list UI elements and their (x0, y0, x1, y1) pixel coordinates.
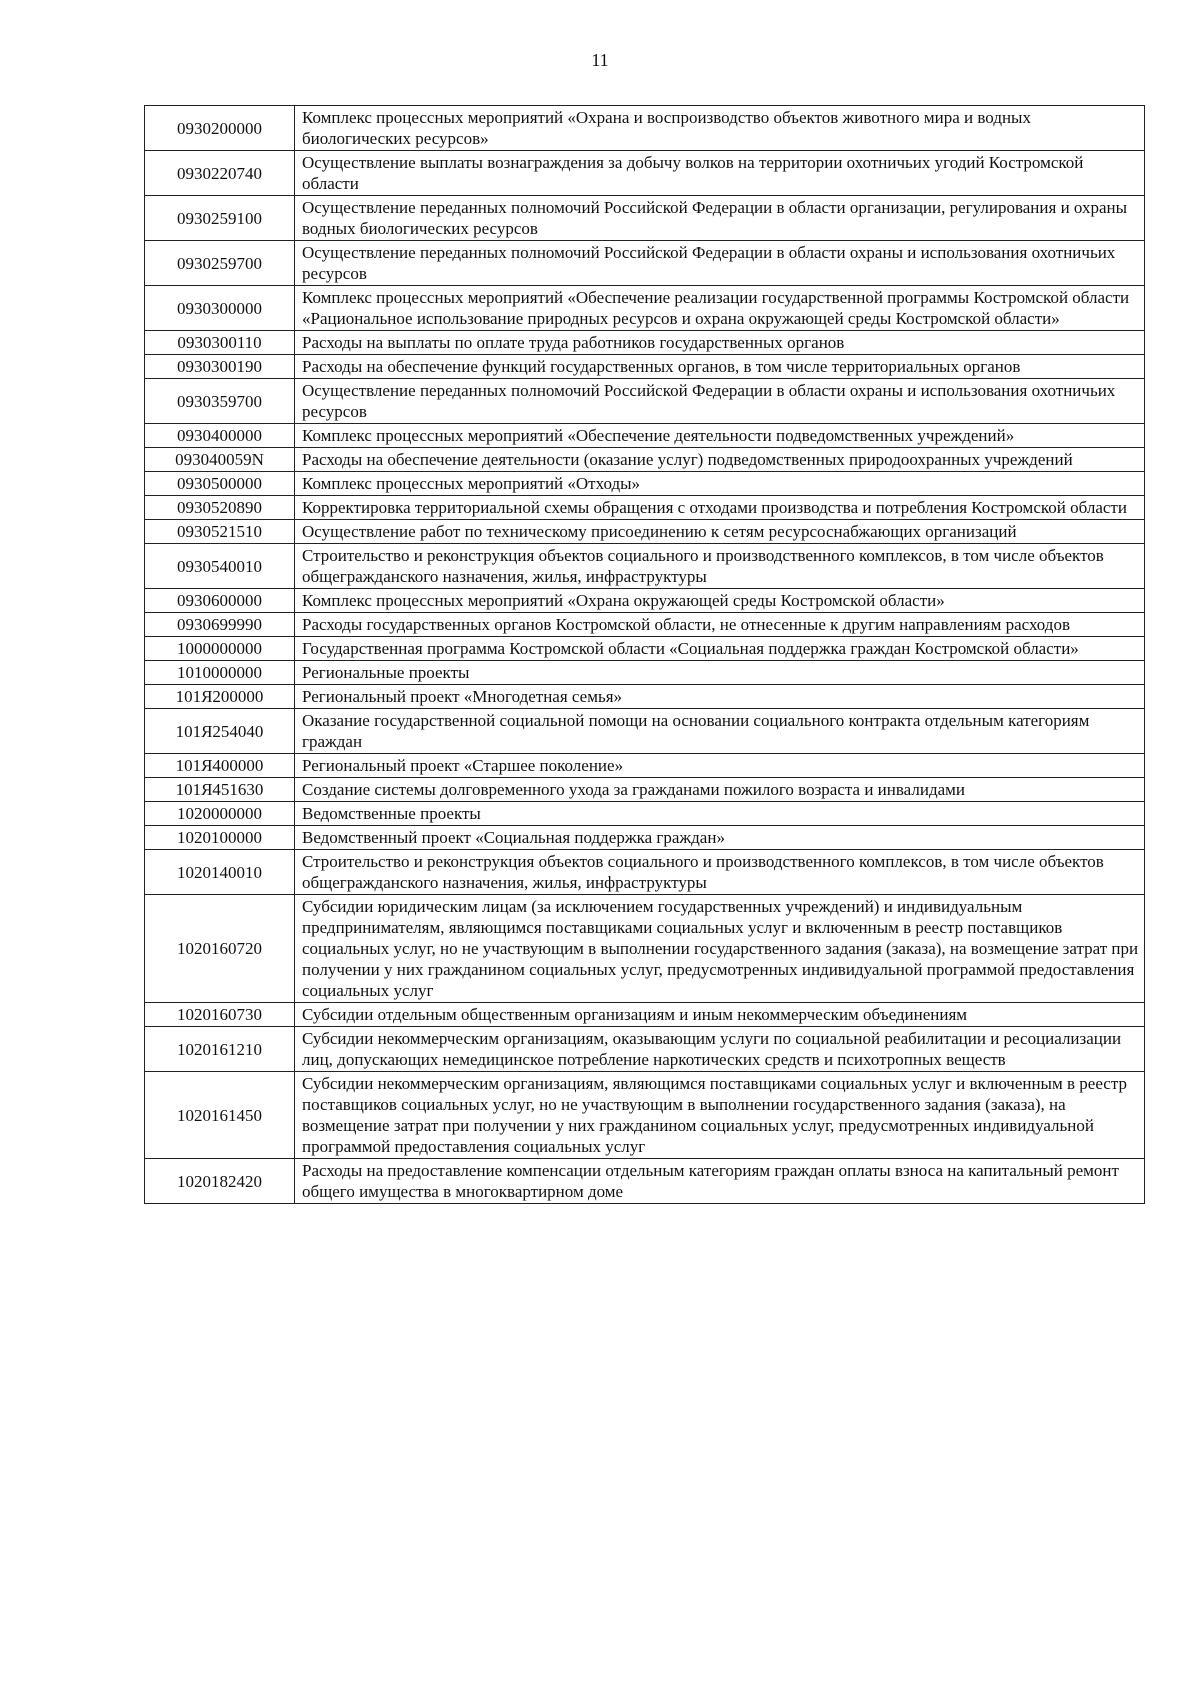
row-description: Комплекс процессных мероприятий «Отходы» (295, 472, 1145, 496)
row-code: 0930300000 (145, 286, 295, 331)
row-description: Расходы на обеспечение деятельности (оказание услуг) подведомственных природоохранных учреждений (295, 448, 1145, 472)
row-code: 0930520890 (145, 496, 295, 520)
row-description: Осуществление переданных полномочий Российской Федерации в области организации, регулирования и охраны водных биологических ресурсов (295, 196, 1145, 241)
row-code: 0930300190 (145, 355, 295, 379)
table-row (145, 850, 1145, 895)
row-code: 101Я400000 (145, 754, 295, 778)
row-code: 0930699990 (145, 613, 295, 637)
row-code: 1020182420 (145, 1159, 295, 1204)
row-description: Оказание государственной социальной помощи на основании социального контракта отдельным категориям граждан (295, 709, 1145, 754)
table-row (145, 754, 1145, 778)
table-row (145, 331, 1145, 355)
row-description: Расходы на выплаты по оплате труда работников государственных органов (295, 331, 1145, 355)
table-row (145, 1027, 1145, 1072)
table-row (145, 613, 1145, 637)
row-description: Региональный проект «Многодетная семья» (295, 685, 1145, 709)
table-row (145, 685, 1145, 709)
table-row (145, 196, 1145, 241)
row-description: Региональные проекты (295, 661, 1145, 685)
table-row (145, 496, 1145, 520)
page-number: 11 (591, 50, 609, 70)
row-code: 0930259100 (145, 196, 295, 241)
row-code: 0930300110 (145, 331, 295, 355)
row-description: Субсидии юридическим лицам (за исключением государственных учреждений) и индивидуальным предпринимателям, являющимся поставщиками социальных услуг и включенным в реестр поставщиков социальных услуг, но не участвующим в выполнении государственного задания (заказа), на возмещение затрат при получении у них гражданином социальных услуг, предусмотренных индивидуальной программой предоставления социальных услуг (295, 895, 1145, 1003)
row-description: Расходы государственных органов Костромской области, не отнесенные к другим направлениям расходов (295, 613, 1145, 637)
table-row (145, 589, 1145, 613)
row-description: Комплекс процессных мероприятий «Обеспечение реализации государственной программы Костромской области «Рациональное использование природных ресурсов и охрана окружающей среды Костромской области» (295, 286, 1145, 331)
row-code: 0930259700 (145, 241, 295, 286)
row-code: 1000000000 (145, 637, 295, 661)
row-description: Субсидии некоммерческим организациям, оказывающим услуги по социальной реабилитации и ресоциализации лиц, допускающих немедицинское потребление наркотических средств и психотропных веществ (295, 1027, 1145, 1072)
table-row (145, 448, 1145, 472)
row-code: 1020160730 (145, 1003, 295, 1027)
row-description: Расходы на обеспечение функций государственных органов, в том числе территориальных органов (295, 355, 1145, 379)
row-description: Ведомственные проекты (295, 802, 1145, 826)
row-description: Строительство и реконструкция объектов социального и производственного комплексов, в том числе объектов общегражданского назначения, жилья, инфраструктуры (295, 850, 1145, 895)
row-description: Осуществление выплаты вознаграждения за добычу волков на территории охотничьих угодий Костромской области (295, 151, 1145, 196)
table-row (145, 709, 1145, 754)
budget-classification-table (144, 105, 1145, 1204)
table-row (145, 472, 1145, 496)
row-description: Расходы на предоставление компенсации отдельным категориям граждан оплаты взноса на капитальный ремонт общего имущества в многоквартирном доме (295, 1159, 1145, 1204)
row-description: Региональный проект «Старшее поколение» (295, 754, 1145, 778)
table-row (145, 661, 1145, 685)
row-code: 101Я200000 (145, 685, 295, 709)
row-description: Ведомственный проект «Социальная поддержка граждан» (295, 826, 1145, 850)
row-description: Субсидии некоммерческим организациям, являющимся поставщиками социальных услуг и включенным в реестр поставщиков социальных услуг, но не участвующим в выполнении государственного задания (заказа), на возмещение затрат при получении у них гражданином социальных услуг, предусмотренных индивидуальной программой предоставления социальных услуг (295, 1072, 1145, 1159)
row-description: Осуществление переданных полномочий Российской Федерации в области охраны и использования охотничьих ресурсов (295, 379, 1145, 424)
table-row (145, 778, 1145, 802)
row-code: 093040059N (145, 448, 295, 472)
row-code: 1020160720 (145, 895, 295, 1003)
row-code: 1020100000 (145, 826, 295, 850)
table-row (145, 1159, 1145, 1204)
table-row (145, 151, 1145, 196)
table-row (145, 637, 1145, 661)
table-row (145, 241, 1145, 286)
table-row (145, 826, 1145, 850)
row-description: Государственная программа Костромской области «Социальная поддержка граждан Костромской области» (295, 637, 1145, 661)
table-row (145, 424, 1145, 448)
row-code: 0930600000 (145, 589, 295, 613)
table-row (145, 1003, 1145, 1027)
row-code: 0930500000 (145, 472, 295, 496)
row-code: 1020000000 (145, 802, 295, 826)
table-row (145, 544, 1145, 589)
row-description: Создание системы долговременного ухода за гражданами пожилого возраста и инвалидами (295, 778, 1145, 802)
row-code: 101Я254040 (145, 709, 295, 754)
row-code: 0930521510 (145, 520, 295, 544)
row-description: Осуществление работ по техническому присоединению к сетям ресурсоснабжающих организаций (295, 520, 1145, 544)
row-description: Комплекс процессных мероприятий «Охрана и воспроизводство объектов животного мира и водных биологических ресурсов» (295, 106, 1145, 151)
table-row (145, 106, 1145, 151)
row-description: Строительство и реконструкция объектов социального и производственного комплексов, в том числе объектов общегражданского назначения, жилья, инфраструктуры (295, 544, 1145, 589)
row-code: 101Я451630 (145, 778, 295, 802)
row-description: Осуществление переданных полномочий Российской Федерации в области охраны и использования охотничьих ресурсов (295, 241, 1145, 286)
table-row (145, 286, 1145, 331)
table-row (145, 1072, 1145, 1159)
table-row (145, 520, 1145, 544)
row-code: 0930200000 (145, 106, 295, 151)
row-code: 0930400000 (145, 424, 295, 448)
table-row (145, 895, 1145, 1003)
row-code: 1010000000 (145, 661, 295, 685)
table-row (145, 355, 1145, 379)
table-body (145, 106, 1145, 1204)
row-description: Комплекс процессных мероприятий «Обеспечение деятельности подведомственных учреждений» (295, 424, 1145, 448)
table-row (145, 379, 1145, 424)
row-description: Субсидии отдельным общественным организациям и иным некоммерческим объединениям (295, 1003, 1145, 1027)
table-row (145, 802, 1145, 826)
row-description: Комплекс процессных мероприятий «Охрана окружающей среды Костромской области» (295, 589, 1145, 613)
row-code: 1020140010 (145, 850, 295, 895)
row-code: 1020161450 (145, 1072, 295, 1159)
row-description: Корректировка территориальной схемы обращения с отходами производства и потребления Костромской области (295, 496, 1145, 520)
row-code: 0930220740 (145, 151, 295, 196)
row-code: 0930540010 (145, 544, 295, 589)
row-code: 0930359700 (145, 379, 295, 424)
row-code: 1020161210 (145, 1027, 295, 1072)
